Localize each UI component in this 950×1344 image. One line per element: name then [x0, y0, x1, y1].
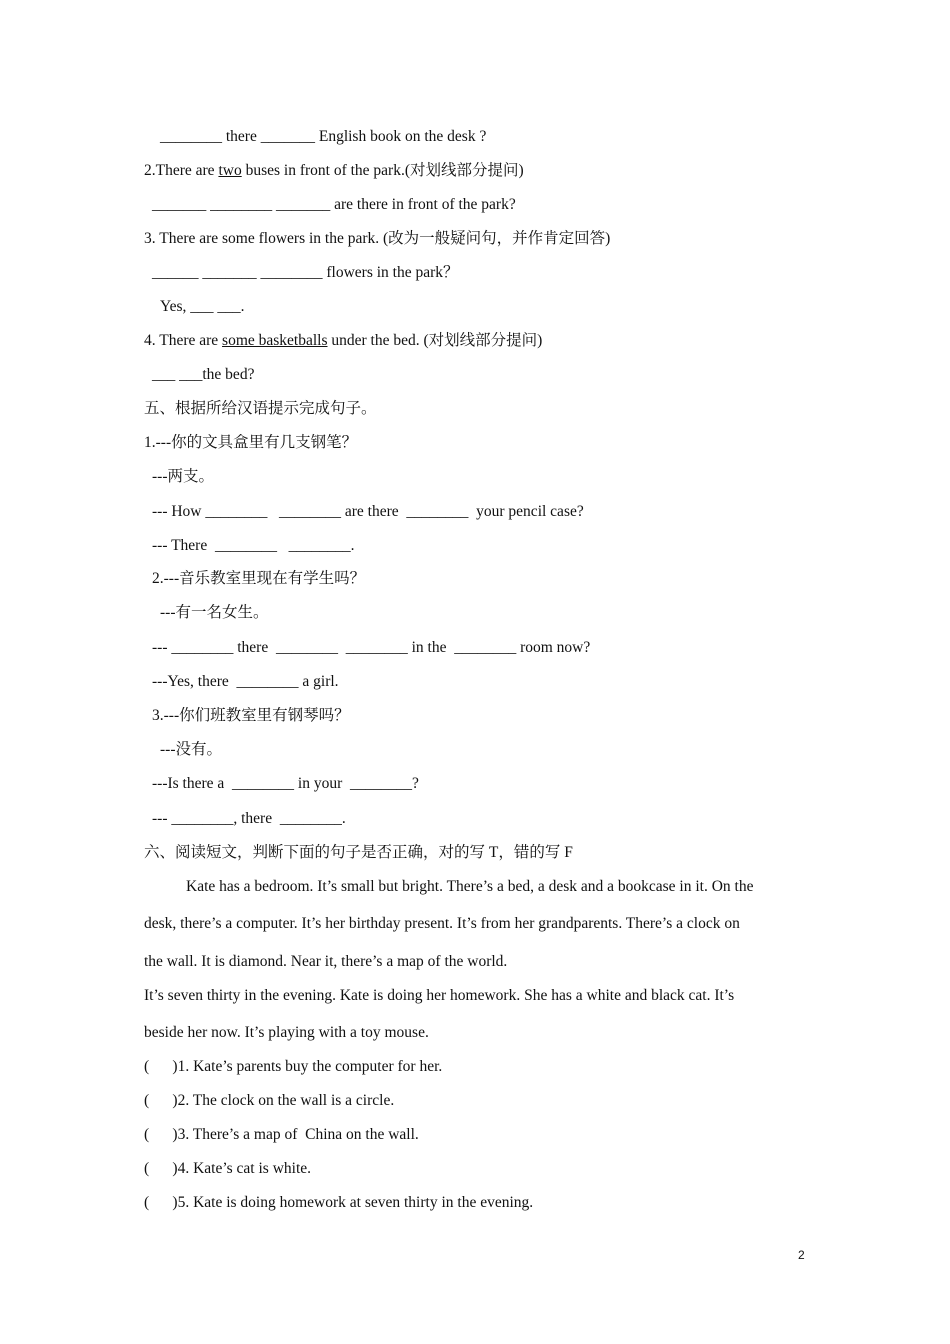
exercise-line: _______ ________ _______ are there in front of the park? — [152, 196, 516, 213]
section-6-title: 六、阅读短文，判断下面的句子是否正确，对的写 T，错的写 F — [144, 844, 573, 861]
underlined-text: two — [218, 162, 242, 179]
exercise-line: 2.---音乐教室里现在有学生吗？ — [152, 570, 366, 587]
section-5-title: 五、根据所给汉语提示完成句子。 — [144, 400, 377, 417]
exercise-line: ________ there _______ English book on the desk ? — [160, 128, 487, 145]
exercise-line: Yes, ___ ___. — [160, 298, 245, 315]
exercise-line: --- ________ there ________ ________ in the ________ room now? — [152, 639, 591, 656]
true-false-item: ( )5. Kate is doing homework at seven thirty in the evening. — [144, 1194, 534, 1211]
exercise-line: ______ _______ ________ flowers in the park？ — [152, 264, 459, 281]
question-text: buses in front of the park.(对划线部分提问) — [241, 162, 524, 179]
exercise-line: 3.---你们班教室里有钢琴吗？ — [152, 707, 350, 724]
passage-line: desk, there’s a computer. It’s her birthday present. It’s from her grandparents. There’s a clock on — [144, 915, 740, 932]
question-3: 3. There are some flowers in the park. (改为一般疑问句，并作肯定回答) — [144, 230, 611, 247]
exercise-line: ---Is there a ________ in your ________? — [152, 775, 419, 792]
exercise-line: 1.---你的文具盒里有几支钢笔？ — [144, 434, 358, 451]
question-4 — [144, 331, 542, 351]
exercise-line: --- ________, there ________. — [152, 810, 346, 827]
passage-line: the wall. It is diamond. Near it, there’s a map of the world. — [144, 953, 508, 970]
passage-line: beside her now. It’s playing with a toy mouse. — [144, 1024, 429, 1041]
exercise-line: --- There ________ ________. — [152, 537, 355, 554]
passage-line: It’s seven thirty in the evening. Kate is doing her homework. She has a white and black cat. It’s — [144, 987, 735, 1004]
exercise-line: --- How ________ ________ are there ________ your pencil case? — [152, 503, 584, 520]
true-false-item: ( )4. Kate’s cat is white. — [144, 1160, 312, 1177]
question-text: 2.There are — [144, 162, 219, 179]
question-text: under the bed. (对划线部分提问) — [327, 332, 543, 349]
true-false-item: ( )1. Kate’s parents buy the computer for her. — [144, 1058, 443, 1075]
exercise-line: ---有一名女生。 — [160, 604, 269, 621]
question-2 — [144, 161, 524, 181]
exercise-line: ___ ___the bed? — [152, 366, 255, 383]
true-false-item: ( )3. There’s a map of China on the wall. — [144, 1126, 419, 1143]
page-number: 2 — [798, 1248, 805, 1262]
underlined-text: some basketballs — [222, 332, 328, 349]
passage-line: Kate has a bedroom. It’s small but bright. There’s a bed, a desk and a bookcase in it. On the — [186, 878, 754, 895]
exercise-line: ---两支。 — [152, 468, 214, 485]
exercise-line: ---Yes, there ________ a girl. — [152, 673, 339, 690]
question-text: 4. There are — [144, 332, 223, 349]
exercise-line: ---没有。 — [160, 741, 222, 758]
true-false-item: ( )2. The clock on the wall is a circle. — [144, 1092, 395, 1109]
